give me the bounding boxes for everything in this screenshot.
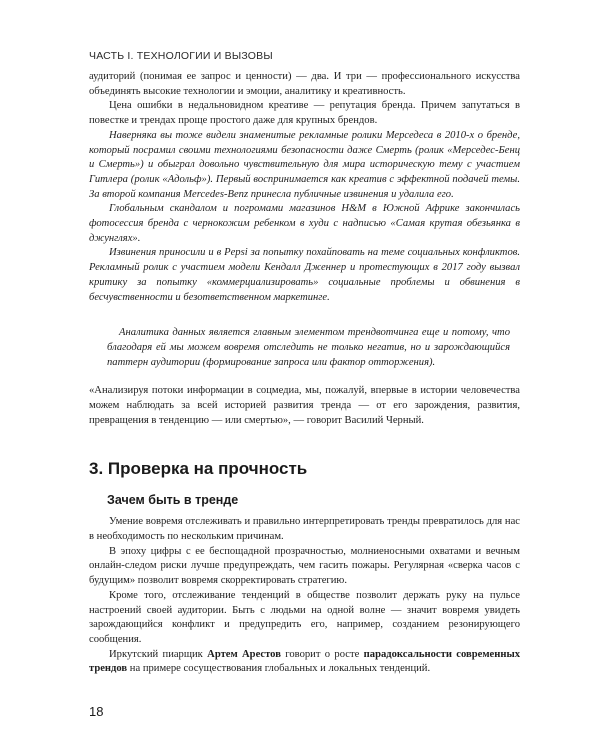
paragraph-pepsi-case: Извинения приносили и в Pepsi за попытку похайповать на теме социальных конфликтов. Рекламный ролик с участием модели Кендалл Дженнер и протестующих в 2017 году вызвал критику за попытку «коммерциализировать» социальные проблемы и обвинения в бесчувственности и безответственном маркетинге. <box>89 247 520 303</box>
section-title: 3. Проверка на прочность <box>89 459 308 479</box>
paragraph-vasily-quote: «Анализируя потоки информации в соцмедиа, мы, пожалуй, впервые в истории человечества можем наблюдать за всей историей развития тренда — от его зарождения, развития, превращения в тенденцию — или смертью», — говорит Василий Черный. <box>89 385 520 426</box>
paragraph-hm-case: Глобальным скандалом и погромами магазинов H&M в Южной Африке закончилась фотосессия бренда с чернокожим ребенком в худи с надписью «Самая крутая обезьянка в джунглях». <box>89 203 520 244</box>
paragraph-audience: аудиторий (понимая ее запрос и ценности) — два. И три — профессионального искусства объединять высокие технологии и эмоции, аналитику и креативность. <box>89 71 520 97</box>
paragraph-audience-pulse: Кроме того, отслеживание тенденций в обществе позволит держать руку на пульсе настроений своей аудитории. Быть с людьми на одной волне — значит вовремя увидеть зарождающийся конфликт и предупредить его, например, созданием резонирующего сообщения. <box>89 589 520 645</box>
arestov-text-before: Иркутский пиарщик <box>109 648 208 660</box>
page-number: 18 <box>89 704 104 719</box>
paragraph-necessity: Умение вовремя отслеживать и правильно интерпретировать тренды превратилось для нас в необходимость по нескольким причинам. <box>89 516 520 543</box>
paragraph-digital-era: В эпоху цифры с ее беспощадной прозрачностью, молниеносными охватами и вечным онлайн-следом риски лучше предупреждать, чем гасить пожары. Регулярная «сверка часов с будущим» позволит вовремя скорректировать стратегию. <box>89 545 520 587</box>
page-content <box>89 70 520 677</box>
arestov-name: Артем Арестов <box>207 648 281 660</box>
section-subtitle: Зачем быть в тренде <box>107 493 239 508</box>
arestov-text-middle: говорит о росте <box>280 648 364 660</box>
paragraph-arestov <box>89 648 520 677</box>
arestov-term: парадоксальности современных трендов <box>89 648 521 675</box>
running-head: ЧАСТЬ I. ТЕХНОЛОГИИ И ВЫЗОВЫ <box>89 50 273 62</box>
highlight-quote: Аналитика данных является главным элементом трендвотчинга еще и потому, что благодаря ей мы можем вовремя отследить не только негатив, но и зарождающийся паттерн аудитории (формирование запроса или фактор отторжения). <box>107 327 510 369</box>
arestov-text-after: на примере сосуществования глобальных и локальных тенденций. <box>127 663 431 675</box>
paragraph-error-cost: Цена ошибки в недальновидном креативе — репутация бренда. Причем запутаться в повестке и трендах проще простого даже для крупных брендов. <box>89 100 520 127</box>
paragraph-mercedes-case: Наверняка вы тоже видели знаменитые рекламные ролики Мерседеса в 2010-х о бренде, который посрамил своими технологиями безопасности даже Смерть (ролик «Мерседес-Бенц и Смерть») и обыграл довольно чувствительную для мира историческую тему с участием Гитлера (ролик «Адольф»). Первый воспринимается как креатив с эффектной подачей темы. За второй компания Mercedes-Benz принесла публичные извинения и удалила его. <box>89 129 520 200</box>
